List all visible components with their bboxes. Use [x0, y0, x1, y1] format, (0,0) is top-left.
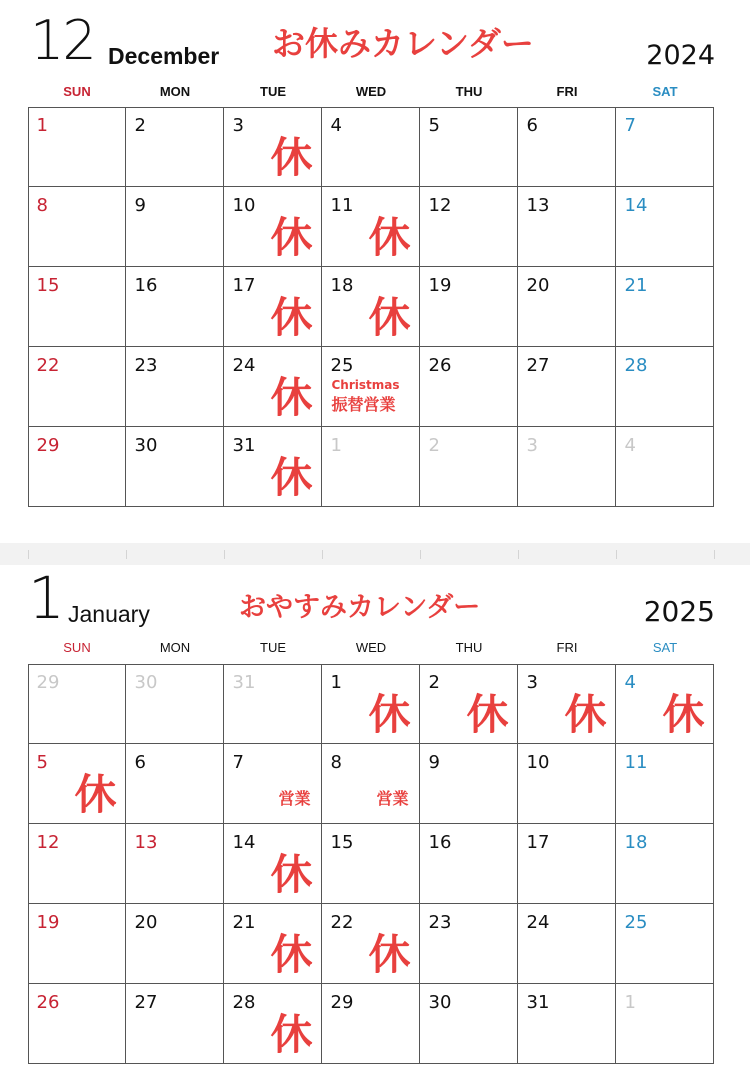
day-number: 1 [36, 114, 48, 136]
day-number: 10 [232, 194, 256, 216]
month-number: 12 [30, 9, 95, 72]
date-cell [518, 187, 616, 267]
day-number: 3 [232, 114, 244, 136]
weekday-mon: MON [159, 640, 191, 655]
date-cell [126, 427, 224, 507]
weekday-thu: THU [455, 640, 483, 655]
date-cell [616, 427, 714, 507]
date-cell [224, 664, 322, 744]
weekday-sat: SAT [652, 84, 678, 99]
weekday-fri: FRI [556, 84, 578, 99]
date-cell [518, 107, 616, 187]
day-number: 2 [134, 114, 146, 136]
date-cell [126, 187, 224, 267]
date-cell [616, 664, 714, 744]
day-number: 6 [134, 751, 146, 773]
date-cell [126, 744, 224, 824]
date-cell [28, 984, 126, 1064]
date-cell [518, 267, 616, 347]
day-number: 31 [232, 671, 256, 693]
date-cell [616, 744, 714, 824]
day-number: 20 [526, 274, 550, 296]
date-cell [224, 824, 322, 904]
day-number: 1 [330, 671, 342, 693]
holiday-mark: 休 [270, 292, 313, 342]
weekday-sun: SUN [63, 640, 91, 655]
day-number: 20 [134, 911, 158, 933]
day-number: 21 [624, 274, 648, 296]
date-cell [616, 267, 714, 347]
day-number: 2 [428, 671, 440, 693]
day-number: 14 [624, 194, 648, 216]
holiday-mark: 休 [368, 689, 411, 739]
date-cell [420, 904, 518, 984]
date-cell [28, 347, 126, 427]
date-cell [420, 347, 518, 427]
date-cell [420, 824, 518, 904]
day-number: 29 [36, 434, 60, 456]
day-number: 25 [330, 354, 354, 376]
day-number: 5 [36, 751, 48, 773]
day-number: 16 [428, 831, 452, 853]
day-number: 29 [36, 671, 60, 693]
day-number: 25 [624, 911, 648, 933]
date-cell [322, 744, 420, 824]
day-number: 13 [134, 831, 158, 853]
day-number: 7 [624, 114, 636, 136]
holiday-mark: 休 [270, 212, 313, 262]
date-cell [518, 904, 616, 984]
day-number: 15 [330, 831, 354, 853]
date-cell [126, 267, 224, 347]
day-number: 18 [330, 274, 354, 296]
year-label: 2025 [643, 595, 715, 628]
date-cell [28, 267, 126, 347]
date-cell [322, 984, 420, 1064]
day-number: 5 [428, 114, 440, 136]
day-number: 27 [134, 991, 158, 1013]
day-number: 9 [134, 194, 146, 216]
day-number: 8 [330, 751, 342, 773]
day-number: 4 [624, 671, 636, 693]
date-grid [28, 107, 714, 507]
day-number: 18 [624, 831, 648, 853]
date-cell [126, 664, 224, 744]
date-cell [616, 904, 714, 984]
weekday-header [28, 640, 714, 660]
weekday-fri: FRI [556, 640, 578, 655]
open-mark: 営業 [278, 788, 311, 808]
holiday-mark: 休 [270, 929, 313, 979]
date-cell [420, 744, 518, 824]
date-cell [224, 187, 322, 267]
date-cell [616, 984, 714, 1064]
day-number: 9 [428, 751, 440, 773]
weekday-tue: TUE [260, 640, 286, 655]
date-cell [126, 904, 224, 984]
date-cell [322, 107, 420, 187]
weekday-wed: WED [355, 84, 387, 99]
date-cell [616, 824, 714, 904]
date-cell [126, 107, 224, 187]
weekday-header [28, 84, 714, 104]
day-number: 31 [232, 434, 256, 456]
day-number: 31 [526, 991, 550, 1013]
month-name: January [68, 601, 150, 627]
date-cell [126, 984, 224, 1064]
day-number: 3 [526, 671, 538, 693]
date-cell [616, 347, 714, 427]
day-number: 26 [428, 354, 452, 376]
date-cell [420, 267, 518, 347]
day-number: 4 [330, 114, 342, 136]
date-cell [322, 347, 420, 427]
december-calendar [0, 0, 750, 530]
day-number: 3 [526, 434, 538, 456]
day-number: 16 [134, 274, 158, 296]
date-cell [28, 664, 126, 744]
day-number: 12 [428, 194, 452, 216]
date-cell [28, 744, 126, 824]
day-number: 19 [428, 274, 452, 296]
weekday-mon: MON [159, 84, 191, 99]
holiday-mark: 休 [270, 372, 313, 422]
date-cell [224, 744, 322, 824]
date-cell [420, 984, 518, 1064]
date-cell [420, 187, 518, 267]
day-number: 2 [428, 434, 440, 456]
date-cell [224, 347, 322, 427]
holiday-mark: 休 [466, 689, 509, 739]
day-number: 8 [36, 194, 48, 216]
day-number: 1 [624, 991, 636, 1013]
holiday-mark: 休 [270, 849, 313, 899]
day-number: 1 [330, 434, 342, 456]
day-number: 23 [428, 911, 452, 933]
day-number: 4 [624, 434, 636, 456]
date-cell [126, 347, 224, 427]
day-number: 10 [526, 751, 550, 773]
day-number: 6 [526, 114, 538, 136]
holiday-mark: 休 [270, 1009, 313, 1059]
date-cell [322, 664, 420, 744]
calendar-title: おやすみカレンダー [239, 592, 481, 623]
date-cell [518, 824, 616, 904]
day-number: 11 [624, 751, 648, 773]
day-number: 23 [134, 354, 158, 376]
day-number: 22 [330, 911, 354, 933]
date-cell [420, 427, 518, 507]
holiday-mark: 休 [74, 769, 117, 819]
date-cell [518, 427, 616, 507]
day-number: 28 [624, 354, 648, 376]
day-number: 15 [36, 274, 60, 296]
date-cell [518, 664, 616, 744]
date-cell [420, 107, 518, 187]
date-cell [224, 427, 322, 507]
holiday-mark: 休 [270, 132, 313, 182]
date-cell [28, 187, 126, 267]
day-number: 24 [526, 911, 550, 933]
day-number: 19 [36, 911, 60, 933]
date-cell [224, 267, 322, 347]
weekday-wed: WED [355, 640, 387, 655]
date-cell [518, 744, 616, 824]
date-cell [126, 824, 224, 904]
date-cell [616, 187, 714, 267]
weekday-sun: SUN [63, 84, 91, 99]
day-number: 28 [232, 991, 256, 1013]
day-number: 7 [232, 751, 244, 773]
weekday-tue: TUE [260, 84, 286, 99]
event-note: Christmas [331, 377, 400, 392]
date-cell [616, 107, 714, 187]
day-number: 17 [526, 831, 550, 853]
day-number: 30 [134, 671, 158, 693]
month-number: 1 [28, 564, 65, 632]
holiday-mark: 休 [368, 929, 411, 979]
day-number: 24 [232, 354, 256, 376]
date-cell [322, 824, 420, 904]
holiday-mark: 休 [564, 689, 607, 739]
calendar-title: お休みカレンダー [272, 24, 534, 63]
day-number: 26 [36, 991, 60, 1013]
date-cell [322, 904, 420, 984]
day-number: 27 [526, 354, 550, 376]
holiday-mark: 休 [270, 452, 313, 502]
date-cell [28, 904, 126, 984]
holiday-mark: 休 [368, 212, 411, 262]
day-number: 22 [36, 354, 60, 376]
january-calendar [0, 555, 750, 1091]
day-number: 21 [232, 911, 256, 933]
date-cell [518, 347, 616, 427]
date-cell [322, 427, 420, 507]
date-cell [322, 267, 420, 347]
day-number: 30 [134, 434, 158, 456]
date-cell [28, 107, 126, 187]
date-cell [322, 187, 420, 267]
date-cell [224, 107, 322, 187]
month-name: December [108, 43, 220, 69]
weekday-thu: THU [455, 84, 483, 99]
holiday-mark: 休 [662, 689, 705, 739]
date-cell [224, 904, 322, 984]
date-cell [420, 664, 518, 744]
event-note: 振替営業 [331, 394, 396, 414]
date-cell [28, 427, 126, 507]
year-label: 2024 [646, 40, 715, 71]
day-number: 29 [330, 991, 354, 1013]
date-cell [28, 824, 126, 904]
date-cell [518, 984, 616, 1064]
date-cell [224, 984, 322, 1064]
open-mark: 営業 [376, 788, 409, 808]
day-number: 14 [232, 831, 256, 853]
holiday-mark: 休 [368, 292, 411, 342]
day-number: 17 [232, 274, 256, 296]
day-number: 30 [428, 991, 452, 1013]
day-number: 12 [36, 831, 60, 853]
date-grid [28, 664, 714, 1064]
day-number: 11 [330, 194, 354, 216]
day-number: 13 [526, 194, 550, 216]
weekday-sat: SAT [652, 640, 678, 655]
